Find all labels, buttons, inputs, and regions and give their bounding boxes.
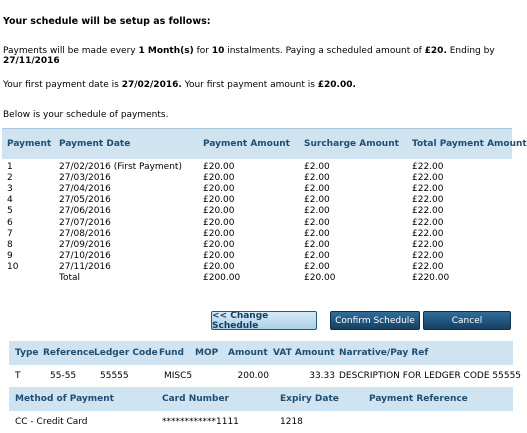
column-header-fund: Fund: [159, 348, 184, 358]
surcharge-amount: £2.00: [304, 228, 330, 239]
table-row: [2, 262, 512, 273]
payment-amount: £20.00: [203, 161, 235, 172]
schedule-heading: Your schedule will be setup as follows:: [3, 16, 211, 27]
surcharge-amount: £2.00: [304, 161, 330, 172]
schedule-summary: [3, 46, 513, 66]
column-header-total-payment-amount: Total Payment Amount: [412, 139, 527, 149]
payment-number: 6: [7, 217, 13, 228]
surcharge-amount: £2.00: [304, 172, 330, 183]
column-header-amount: Amount: [228, 348, 268, 358]
table-total-row: [2, 273, 512, 284]
schedule-table-header: [2, 128, 527, 159]
total-payment-amount: £22.00: [412, 206, 444, 217]
payment-number: 8: [7, 239, 13, 250]
column-header-mop: MOP: [195, 348, 219, 358]
column-header-expiry-date: Expiry Date: [280, 394, 339, 404]
payment-number: 5: [7, 206, 13, 217]
surcharge-amount: £2.00: [304, 206, 330, 217]
summary-text: for: [193, 46, 212, 56]
ledger-amount: 200.00: [237, 371, 269, 381]
payment-date: 27/11/2016: [59, 262, 111, 273]
summary-end-date: 27/11/2016: [3, 56, 60, 66]
table-row: [2, 195, 512, 206]
payment-date: 27/04/2016: [59, 183, 111, 194]
first-payment-date: 27/02/2016.: [121, 80, 182, 90]
payment-date: 27/02/2016 (First Payment): [59, 161, 182, 172]
column-header-surcharge-amount: Surcharge Amount: [304, 139, 399, 149]
payment-amount: £20.00: [203, 206, 235, 217]
payment-date: 27/08/2016: [59, 228, 111, 239]
table-row: [9, 365, 522, 387]
ledger-table: [9, 341, 522, 432]
action-buttons: [0, 311, 513, 331]
column-header-type: Type: [15, 348, 39, 358]
payment-number: 2: [7, 172, 13, 183]
table-row: [2, 183, 512, 194]
payment-amount: £20.00: [203, 239, 235, 250]
surcharge-amount: £2.00: [304, 239, 330, 250]
payment-amount: £20.00: [203, 195, 235, 206]
total-payment-amount: £22.00: [412, 172, 444, 183]
payment-date: 27/06/2016: [59, 206, 111, 217]
change-schedule-button[interactable]: << Change Schedule: [211, 311, 317, 330]
payment-date: 27/09/2016: [59, 239, 111, 250]
table-row: [2, 251, 512, 262]
payment-amount: £20.00: [203, 217, 235, 228]
total-surcharge-sum: £20.00: [304, 273, 336, 284]
total-payment-amount: £22.00: [412, 262, 444, 273]
payment-amount: £20.00: [203, 251, 235, 262]
payment-amount: £20.00: [203, 172, 235, 183]
payment-number: 3: [7, 183, 13, 194]
surcharge-amount: £2.00: [304, 217, 330, 228]
summary-text: instalments. Paying a scheduled amount of: [224, 46, 425, 56]
card-number: ************1111: [162, 416, 239, 427]
table-row: [2, 228, 512, 239]
table-row: [9, 411, 513, 432]
payment-method-header: [9, 387, 513, 411]
surcharge-amount: £2.00: [304, 262, 330, 273]
schedule-intro-text: Below is your schedule of payments.: [3, 110, 169, 120]
summary-text: Your first payment date is: [3, 80, 122, 90]
total-payment-amount: £22.00: [412, 217, 444, 228]
payment-number: 4: [7, 195, 13, 206]
total-payment-amount: £22.00: [412, 239, 444, 250]
column-header-card-number: Card Number: [162, 394, 229, 404]
ledger-narrative: DESCRIPTION FOR LEDGER CODE 55555: [339, 371, 522, 381]
ledger-fund: MISC5: [164, 371, 193, 381]
ledger-code: 55555: [100, 371, 129, 381]
summary-frequency: 1 Month(s): [138, 46, 194, 56]
ledger-vat-amount: 33.33: [309, 371, 335, 381]
confirm-schedule-button[interactable]: Confirm Schedule: [330, 311, 420, 330]
column-header-payment-date: Payment Date: [59, 139, 131, 149]
total-payment-amount: £22.00: [412, 195, 444, 206]
column-header-reference: Reference: [43, 348, 95, 358]
schedule-table-body: [2, 159, 512, 284]
column-header-vat-amount: VAT Amount: [273, 348, 335, 358]
column-header-ledger-code: Ledger Code: [94, 348, 158, 358]
payment-amount: £20.00: [203, 262, 235, 273]
table-row: [2, 217, 512, 228]
payment-date: 27/10/2016: [59, 251, 111, 262]
table-row: [2, 172, 512, 183]
total-payment-amount: £22.00: [412, 228, 444, 239]
ledger-table-header: [9, 341, 513, 365]
total-payment-amount-sum: £200.00: [203, 273, 241, 284]
summary-amount: £20.: [424, 46, 447, 56]
schedule-table: [2, 128, 527, 284]
summary-text: Ending by: [446, 46, 495, 56]
column-header-narrative: Narrative/Pay Ref: [339, 348, 429, 358]
first-payment-summary: [3, 80, 356, 90]
ledger-reference: 55-55: [50, 371, 77, 381]
payment-number: 9: [7, 251, 13, 262]
payment-amount: £20.00: [203, 183, 235, 194]
ledger-type: T: [15, 371, 21, 381]
payment-date: 27/05/2016: [59, 195, 111, 206]
summary-instalment-count: 10: [211, 46, 225, 56]
column-header-method-of-payment: Method of Payment: [15, 394, 114, 404]
payment-date: 27/07/2016: [59, 217, 111, 228]
cancel-button[interactable]: Cancel: [423, 311, 511, 330]
table-row: [2, 239, 512, 250]
surcharge-amount: £2.00: [304, 251, 330, 262]
table-row: [2, 161, 512, 172]
payment-date: 27/03/2016: [59, 172, 111, 183]
total-overall-sum: £220.00: [412, 273, 450, 284]
total-payment-amount: £22.00: [412, 161, 444, 172]
column-header-payment: Payment: [7, 139, 52, 149]
column-header-payment-amount: Payment Amount: [203, 139, 290, 149]
surcharge-amount: £2.00: [304, 195, 330, 206]
method-of-payment: CC - Credit Card: [15, 416, 88, 427]
total-payment-amount: £22.00: [412, 251, 444, 262]
payment-number: 1: [7, 161, 13, 172]
total-label: Total: [59, 273, 81, 284]
table-row: [2, 206, 512, 217]
total-payment-amount: £22.00: [412, 183, 444, 194]
column-header-payment-reference: Payment Reference: [369, 394, 468, 404]
summary-text: Your first payment amount is: [181, 80, 318, 90]
payment-amount: £20.00: [203, 228, 235, 239]
payment-number: 10: [7, 262, 19, 273]
expiry-date: 1218: [280, 416, 303, 427]
payment-number: 7: [7, 228, 13, 239]
surcharge-amount: £2.00: [304, 183, 330, 194]
summary-text: Payments will be made every: [3, 46, 139, 56]
first-payment-amount: £20.00.: [317, 80, 356, 90]
